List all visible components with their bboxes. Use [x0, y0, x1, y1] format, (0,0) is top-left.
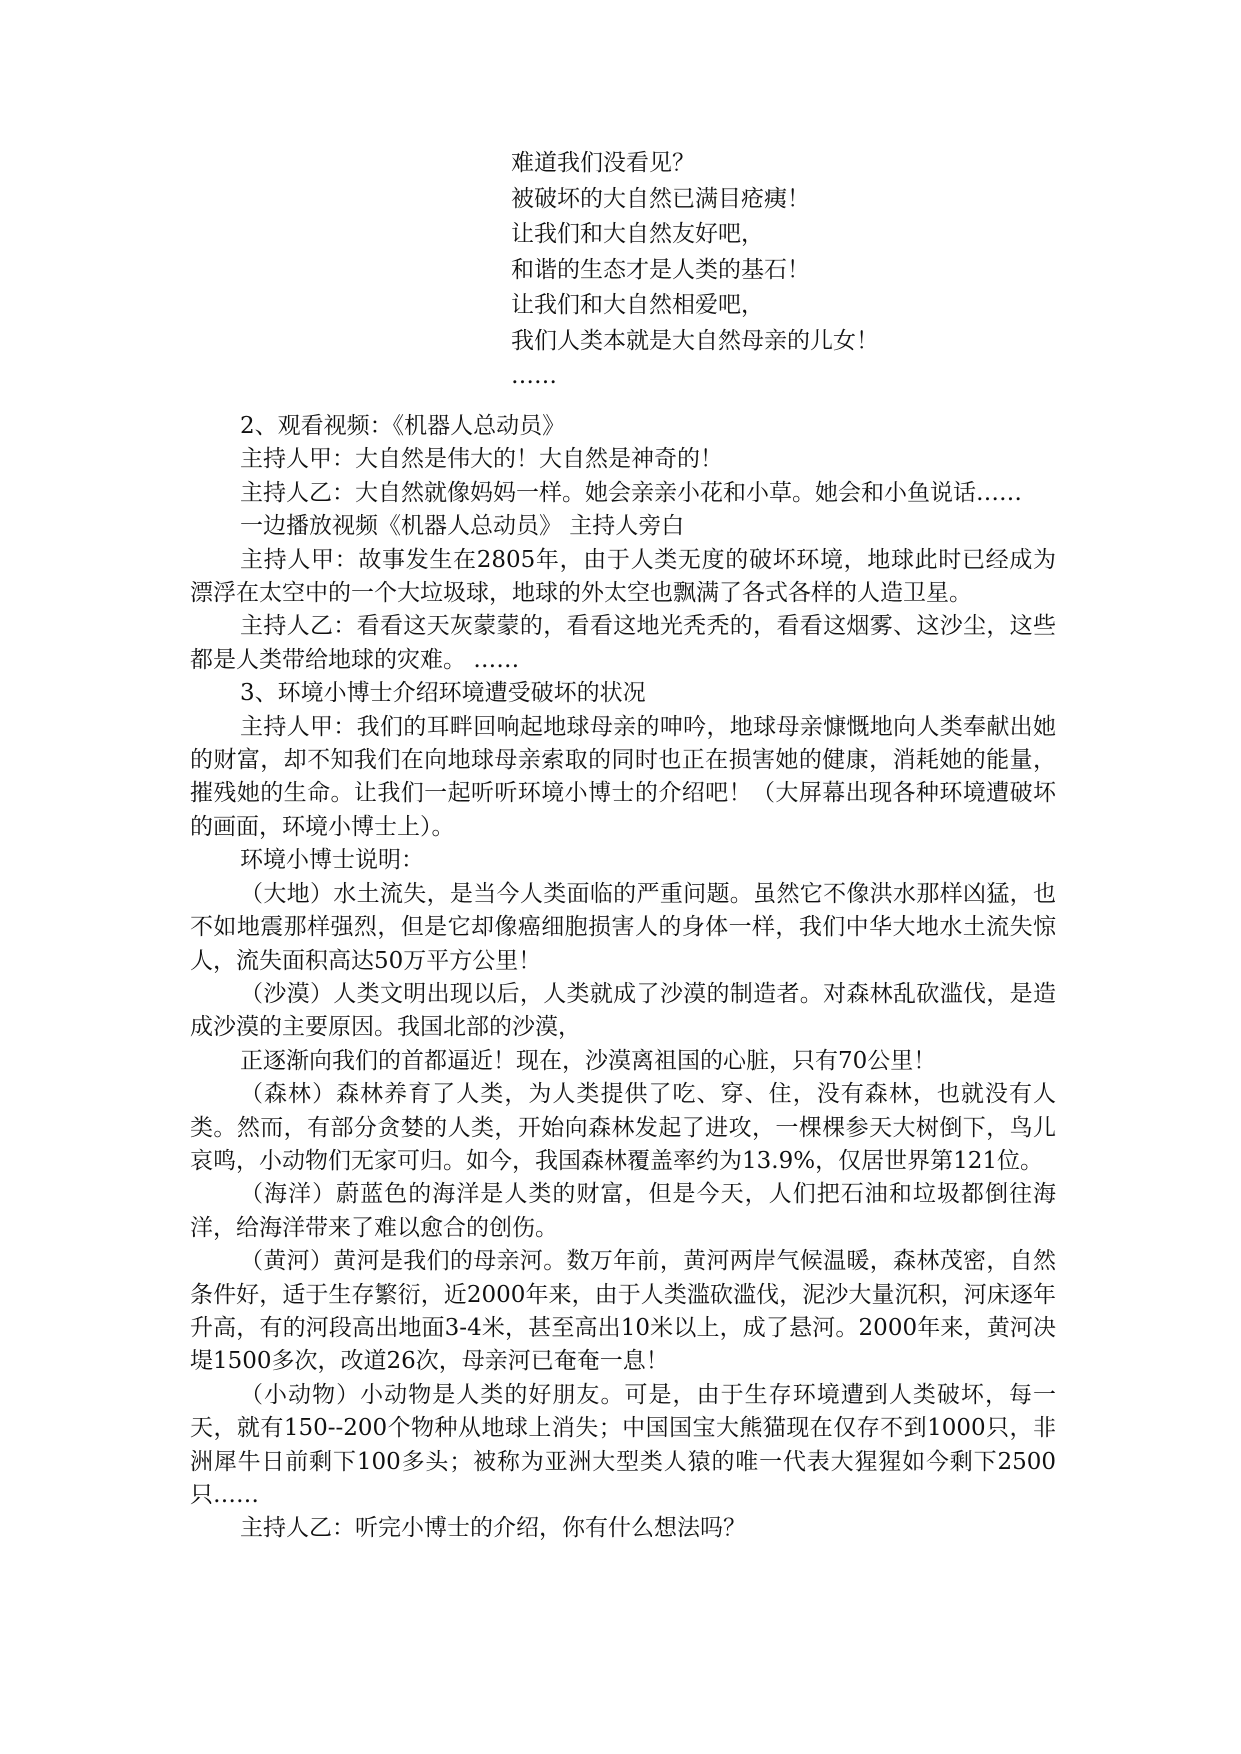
poem-line: 被破坏的大自然已满目疮痍！ [511, 185, 810, 212]
section-heading-environment: 3、环境小博士介绍环境遭受破坏的状况 [240, 680, 646, 707]
expert-animals: （小动物）小动物是人类的好朋友。可是，由于生存环境遭到人类破坏，每一天，就有150--200个物种从地球上消失；中国国宝大熊猫现在仅存不到1000只，非洲犀牛日前剩下100多头；被称为亚洲大型类人猿的唯一代表大猩猩如今剩下2500只…… [190, 1381, 1056, 1508]
expert-intro: 环境小博士说明： [240, 847, 424, 874]
host-b-line: 主持人乙：看看这天灰蒙蒙的，看看这地光秃秃的，看看这烟雾、这沙尘，这些都是人类带给地球的灾难。 …… [190, 613, 1056, 673]
expert-yellow-river: （黄河）黄河是我们的母亲河。数万年前，黄河两岸气候温暖，森林茂密，自然条件好，适于生存繁衍，近2000年来，由于人类滥砍滥伐，泥沙大量沉积，河床逐年升高，有的河段高出地面3-4米，甚至高出10米以上，成了悬河。2000年来，黄河决堤1500多次，改道26次，母亲河已奄奄一息！ [190, 1248, 1056, 1375]
host-b-line: 主持人乙：听完小博士的介绍，你有什么想法吗？ [240, 1515, 746, 1542]
body-text [190, 410, 1056, 1546]
expert-desert: （沙漠）人类文明出现以后，人类就成了沙漠的制造者。对森林乱砍滥伐，是造成沙漠的主要原因。我国北部的沙漠， [190, 980, 1056, 1041]
expert-forest: （森林）森林养育了人类，为人类提供了吃、穿、住，没有森林，也就没有人类。然而，有部分贪婪的人类，开始向森林发起了进攻，一棵棵参天大树倒下，鸟儿哀鸣，小动物们无家可归。如今，我国森林覆盖率约为13.9%，仅居世界第121位。 [190, 1081, 1056, 1174]
poem-line: 和谐的生态才是人类的基石！ [511, 256, 810, 283]
host-a-line: 主持人甲：我们的耳畔回响起地球母亲的呻吟，地球母亲慷慨地向人类奉献出她的财富，却不知我们在向地球母亲索取的同时也正在损害她的健康，消耗她的能量，摧残她的生命。让我们一起听听环境小博士的介绍吧！（大屏幕出现各种环境遭破坏的画面，环境小博士上）。 [190, 713, 1056, 840]
poem-line: 我们人类本就是大自然母亲的儿女！ [511, 327, 879, 354]
expert-desert-cont: 正逐渐向我们的首都逼近！现在，沙漠离祖国的心脏，只有70公里！ [240, 1047, 937, 1074]
poem-line: 难道我们没看见？ [511, 150, 695, 176]
poem-block [511, 146, 1031, 395]
poem-line: …… [511, 363, 557, 389]
host-a-line: 主持人甲：故事发生在2805年，由于人类无度的破坏环境，地球此时已经成为漂浮在太空中的一个大垃圾球，地球的外太空也飘满了各式各样的人造卫星。 [190, 546, 1056, 607]
poem-line: 让我们和大自然相爱吧， [511, 292, 764, 318]
expert-land: （大地）水土流失，是当今人类面临的严重问题。虽然它不像洪水那样凶猛，也不如地震那样强烈，但是它却像癌细胞损害人的身体一样，我们中华大地水土流失惊人，流失面积高达50万平方公里！ [190, 880, 1056, 974]
poem-line: 让我们和大自然友好吧， [511, 221, 764, 247]
narration-note: 一边播放视频《机器人总动员》 主持人旁白 [240, 513, 685, 540]
section-heading-video: 2、观看视频：《机器人总动员》 [240, 413, 566, 439]
host-a-line: 主持人甲：大自然是伟大的！大自然是神奇的！ [240, 446, 723, 473]
expert-ocean: （海洋）蔚蓝色的海洋是人类的财富，但是今天，人们把石油和垃圾都倒往海洋，给海洋带来了难以愈合的创伤。 [190, 1181, 1056, 1241]
host-b-line: 主持人乙：大自然就像妈妈一样。她会亲亲小花和小草。她会和小鱼说话…… [240, 479, 1022, 506]
